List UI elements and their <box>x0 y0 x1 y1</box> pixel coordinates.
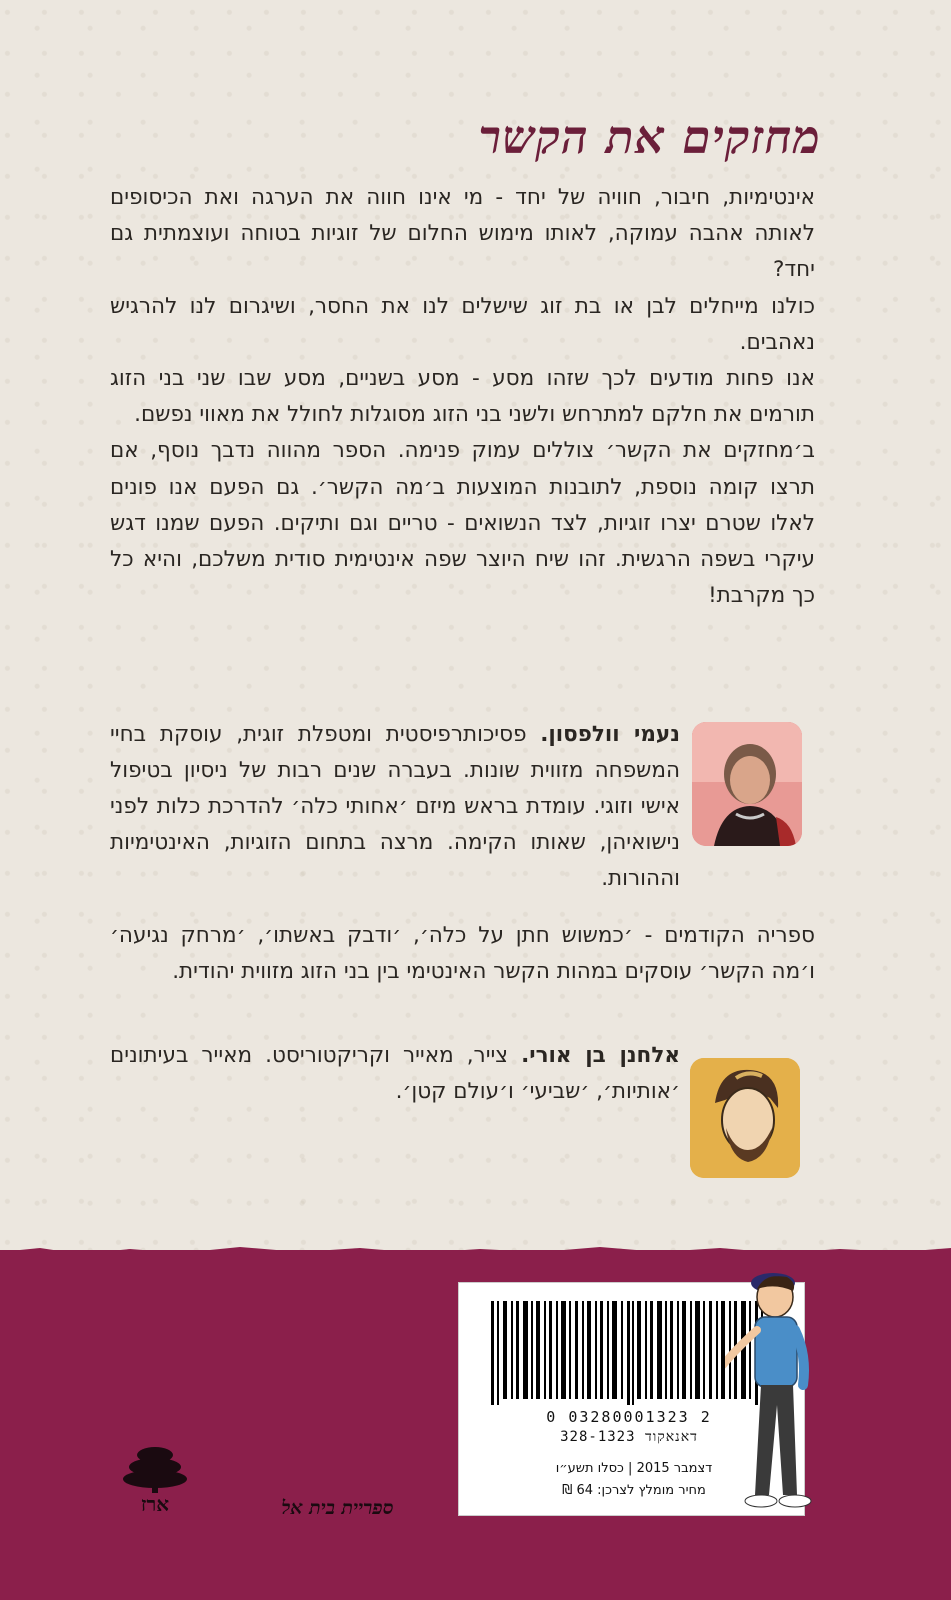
publisher-name: ארז <box>140 1492 170 1516</box>
book-title: מחזקים את הקשר <box>478 110 821 164</box>
author-name: נעמי וולפסון. <box>540 722 680 747</box>
barcode-code: דאנאקוד 328-1323 <box>560 1429 698 1445</box>
blurb-paragraph: אנו פחות מודעים לכך שזהו מסע - מסע בשניים, מסע שבו שני בני הזוג תורמים את חלקם למתרחש ולשני בני הזוג מסוגלות לחולל את מאווי נפשם. <box>110 366 815 428</box>
blurb-paragraph: ב׳מחזקים את הקשר׳ צוללים עמוק פנימה. הספר מהווה נדבך נוסף, אם תרצו קומה נוספת, לתובנות המוצעות ב׳מה הקשר׳. גם הפעם אנו פונים לאלו שטרם יצרו זוגיות, לצד הנשואים - טריים וגם ותיקים. הפעם שמנו דגש עיקרי בשפה הרגשית. זהו שיח היוצר שפה אינטימית סודית משלכם, והיא כל כך מקרבת! <box>110 438 815 609</box>
series-name: ספריית בית אל <box>281 1497 394 1519</box>
author-photo <box>692 722 802 846</box>
previous-books-text: ספריה הקודמים - ׳כמשוש חתן על כלה׳, ׳ודבק באשתו׳, ׳מרחק נגיעה׳ ו׳מה הקשר׳ עוסקים במהות הקשר האינטימי בין בני הזוג מזווית יהודית. <box>110 923 815 984</box>
blurb-paragraph: אינטימיות, חיבור, חוויה של יחד - מי אינו חווה את הערגה ואת הכיסופים לאותה אהבה עמוקה, לאותו מימוש החלום של זוגיות בטוחה ועוצמתית גם יחד? <box>110 185 815 283</box>
author-bio-text: פסיכותרפיסטית ומטפלת זוגית, עוסקת בחיי המשפחה מזווית שונות. בעברה שנים רבות של ניסיון בטיפול אישי וזוגי. עומדת בראש מיזם ׳אחותי כלה׳ להדרכת כלות לפני נישואיהן, שאותו הקימה. מרצה בתחום הזוגיות, האינטימיות וההורות. <box>110 722 680 891</box>
author-bio <box>110 717 680 897</box>
recommended-price: מחיר מומלץ לצרכן: 64 ₪ <box>562 1483 706 1498</box>
illustrator-bio <box>110 1038 680 1110</box>
illustrator-bio-text: צייר, מאייר וקריקטוריסט. מאייר בעיתונים ׳אותיות׳, ׳שביעי׳ ו׳עולם קטן׳. <box>110 1043 680 1104</box>
illustrator-photo <box>690 1058 800 1178</box>
author-previous-books <box>110 918 815 990</box>
cartoon-boy-icon <box>725 1255 875 1525</box>
publication-date: דצמבר 2015 | כסלו תשע״ו <box>555 1461 713 1476</box>
blurb <box>110 180 815 614</box>
blurb-paragraph: כולנו מייחלים לבן או בת זוג שישלים לנו את החסר, ושיגרום לנו להרגיש נאהבים. <box>110 293 815 355</box>
illustrator-name: אלחנן בן אורי. <box>521 1043 680 1068</box>
barcode-number: 0 03280001323 2 <box>546 1408 712 1426</box>
